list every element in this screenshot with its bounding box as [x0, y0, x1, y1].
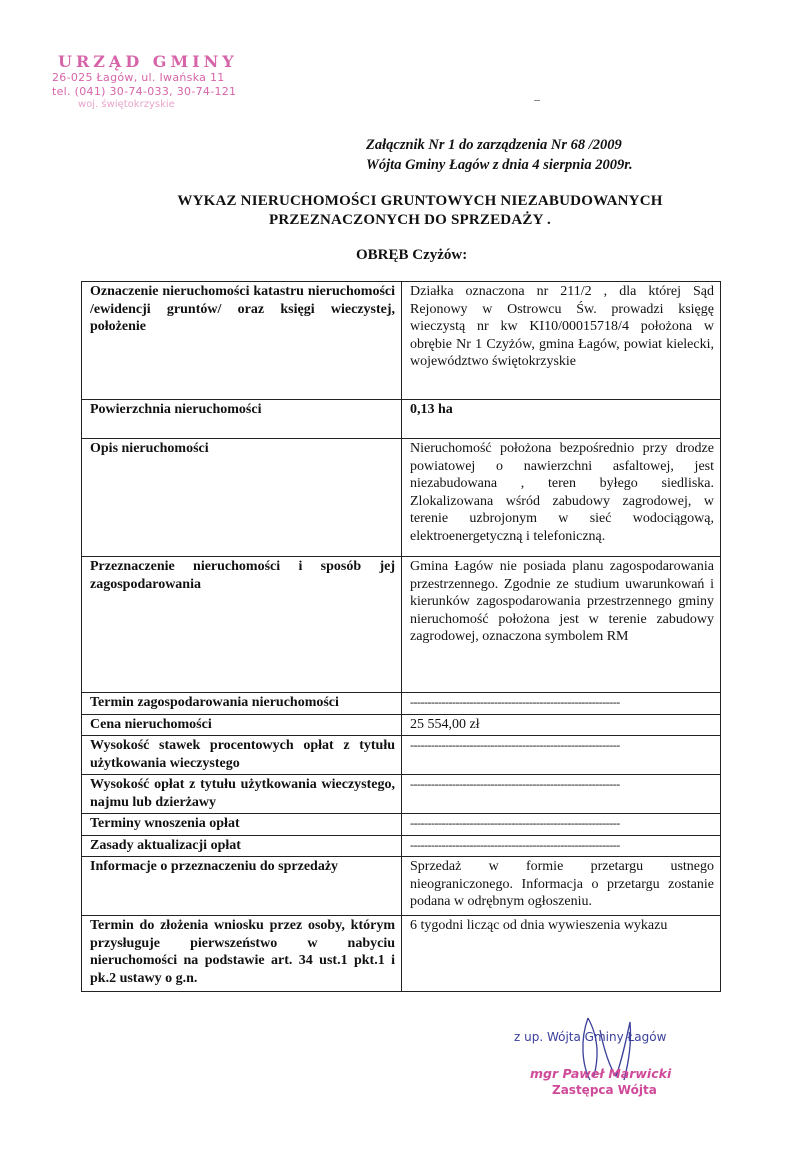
stamp-phone: tel. (041) 30-74-033, 30-74-121 [52, 85, 237, 98]
row-label: Cena nieruchomości [82, 714, 402, 736]
table-row [82, 557, 721, 693]
signature-on-behalf: z up. Wójta Gminy Łagów [514, 1030, 667, 1044]
row-label: Terminy wnoszenia opłat [82, 814, 402, 836]
table-row [82, 835, 721, 857]
table-row [82, 916, 721, 992]
table-row [82, 814, 721, 836]
document-title [0, 192, 800, 230]
empty-value: ------------------------------------------------------------ [410, 816, 620, 830]
empty-value: ------------------------------------------------------------ [410, 695, 620, 709]
row-value: Działka oznaczona nr 211/2 , dla której Sąd Rejonowy w Ostrowcu Św. prowadzi księgę wieczystą nr kw KI10/00015718/4 położona w obrębie Nr 1 Czyżów, gmina Łagów, powiat kielecki, województwo świętokrzyskie [402, 282, 721, 400]
annex-line-1: Załącznik Nr 1 do zarządzenia Nr 68 /2009 [366, 137, 622, 153]
scan-mark [534, 100, 540, 101]
title-line-2: PRZEZNACZONYCH DO SPRZEDAŻY . [269, 212, 551, 228]
table-row [82, 714, 721, 736]
row-value: 6 tygodni licząc od dnia wywieszenia wykazu [402, 916, 721, 992]
table-row [82, 736, 721, 775]
row-label: Wysokość stawek procentowych opłat z tytułu użytkowania wieczystego [82, 736, 402, 775]
empty-value: ------------------------------------------------------------ [410, 738, 620, 752]
stamp-title: URZĄD GMINY [58, 52, 238, 71]
row-label: Termin zagospodarowania nieruchomości [82, 693, 402, 715]
row-value: 0,13 ha [402, 400, 721, 439]
title-line-1: WYKAZ NIERUCHOMOŚCI GRUNTOWYCH NIEZABUDOWANYCH [177, 193, 663, 209]
row-label: Przeznaczenie nieruchomości i sposób jej zagospodarowania [82, 557, 402, 693]
row-label: Powierzchnia nieruchomości [82, 400, 402, 439]
table-row [82, 439, 721, 557]
row-label: Opis nieruchomości [82, 439, 402, 557]
signatory-name: mgr Paweł Marwicki [530, 1066, 672, 1081]
row-label: Informacje o przeznaczeniu do sprzedaży [82, 857, 402, 916]
row-label: Termin do złożenia wniosku przez osoby, którym przysługuje pierwszeństwo w nabyciu nieruchomości na podstawie art. 34 ust.1 pkt.1 i pk.2 ustawy o g.n. [82, 916, 402, 992]
annex-line-2: Wójta Gminy Łagów z dnia 4 sierpnia 2009r. [366, 157, 633, 173]
empty-value: ------------------------------------------------------------ [410, 837, 620, 852]
row-label: Oznaczenie nieruchomości katastru nieruchomości /ewidencji gruntów/ oraz księgi wieczystej, położenie [82, 282, 402, 400]
row-value: 25 554,00 zł [402, 714, 721, 736]
table-row [82, 775, 721, 814]
annex-header [366, 135, 633, 175]
stamp-region: woj. świętokrzyskie [78, 99, 175, 110]
signatory-role: Zastępca Wójta [552, 1083, 657, 1097]
table-row [82, 857, 721, 916]
row-value: Nieruchomość położona bezpośrednio przy drodze powiatowej o nawierzchni asfaltowej, jest niezabudowana , teren byłego siedliska. Zlokalizowana wśród zabudowy zagrodowej, w terenie uzbrojonym w sieć wodociągową, elektroenergetyczną i telefoniczną. [402, 439, 721, 557]
row-value: Gmina Łagów nie posiada planu zagospodarowania przestrzennego. Zgodnie ze studium uwarunkowań i kierunków zagospodarowania przestrzennego gminy nieruchomość położona jest w terenie zabudowy zagrodowej, oznaczona symbolem RM [402, 557, 721, 693]
signature-block [500, 1026, 760, 1106]
row-label: Wysokość opłat z tytułu użytkowania wieczystego, najmu lub dzierżawy [82, 775, 402, 814]
empty-value: ------------------------------------------------------------ [410, 777, 620, 791]
office-stamp [52, 52, 238, 110]
table-row [82, 282, 721, 400]
row-value: Sprzedaż w formie przetargu ustnego nieograniczonego. Informacja o przetargu zostanie podana w odrębnym ogłoszeniu. [402, 857, 721, 916]
table-row [82, 400, 721, 439]
table-row [82, 693, 721, 715]
precinct-heading: OBRĘB Czyżów: [356, 247, 468, 263]
row-label: Zasady aktualizacji opłat [82, 835, 402, 857]
stamp-address: 26-025 Łagów, ul. Iwańska 11 [52, 71, 225, 84]
property-table [81, 281, 721, 992]
